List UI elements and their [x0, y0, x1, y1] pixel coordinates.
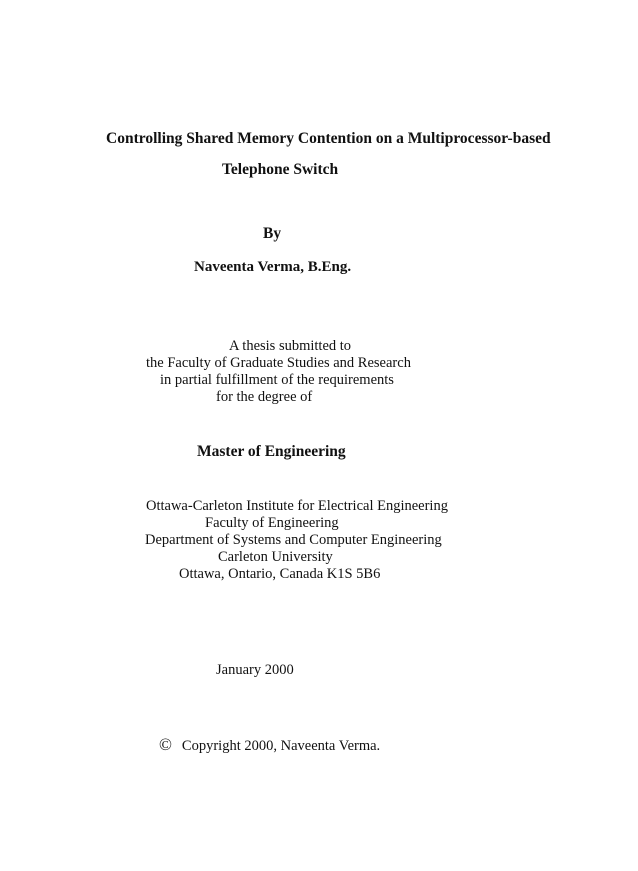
degree-name: Master of Engineering: [197, 443, 346, 460]
copyright-icon: ©: [159, 735, 172, 754]
submission-line-1: A thesis submitted to: [229, 338, 352, 354]
copyright-text: Copyright 2000, Naveenta Verma.: [181, 738, 381, 754]
institution-line-5: Ottawa, Ontario, Canada K1S 5B6: [179, 566, 381, 582]
institution-line-3: Department of Systems and Computer Engineering: [145, 532, 442, 548]
submission-line-2: the Faculty of Graduate Studies and Research: [146, 355, 411, 371]
thesis-title-line-2: Telephone Switch: [222, 161, 339, 178]
copyright-notice: [159, 736, 380, 754]
institution-line-1: Ottawa-Carleton Institute for Electrical Engineering: [146, 498, 448, 514]
submission-line-4: for the degree of: [216, 389, 313, 405]
institution-line-4: Carleton University: [218, 549, 333, 565]
author-name: Naveenta Verma, B.Eng.: [194, 259, 352, 275]
thesis-title-line-1: Controlling Shared Memory Contention on a Multiprocessor-based: [106, 130, 551, 147]
submission-line-3: in partial fulfillment of the requirements: [160, 372, 394, 388]
date: January 2000: [216, 662, 294, 678]
by-label: By: [263, 225, 282, 242]
institution-line-2: Faculty of Engineering: [205, 515, 339, 531]
